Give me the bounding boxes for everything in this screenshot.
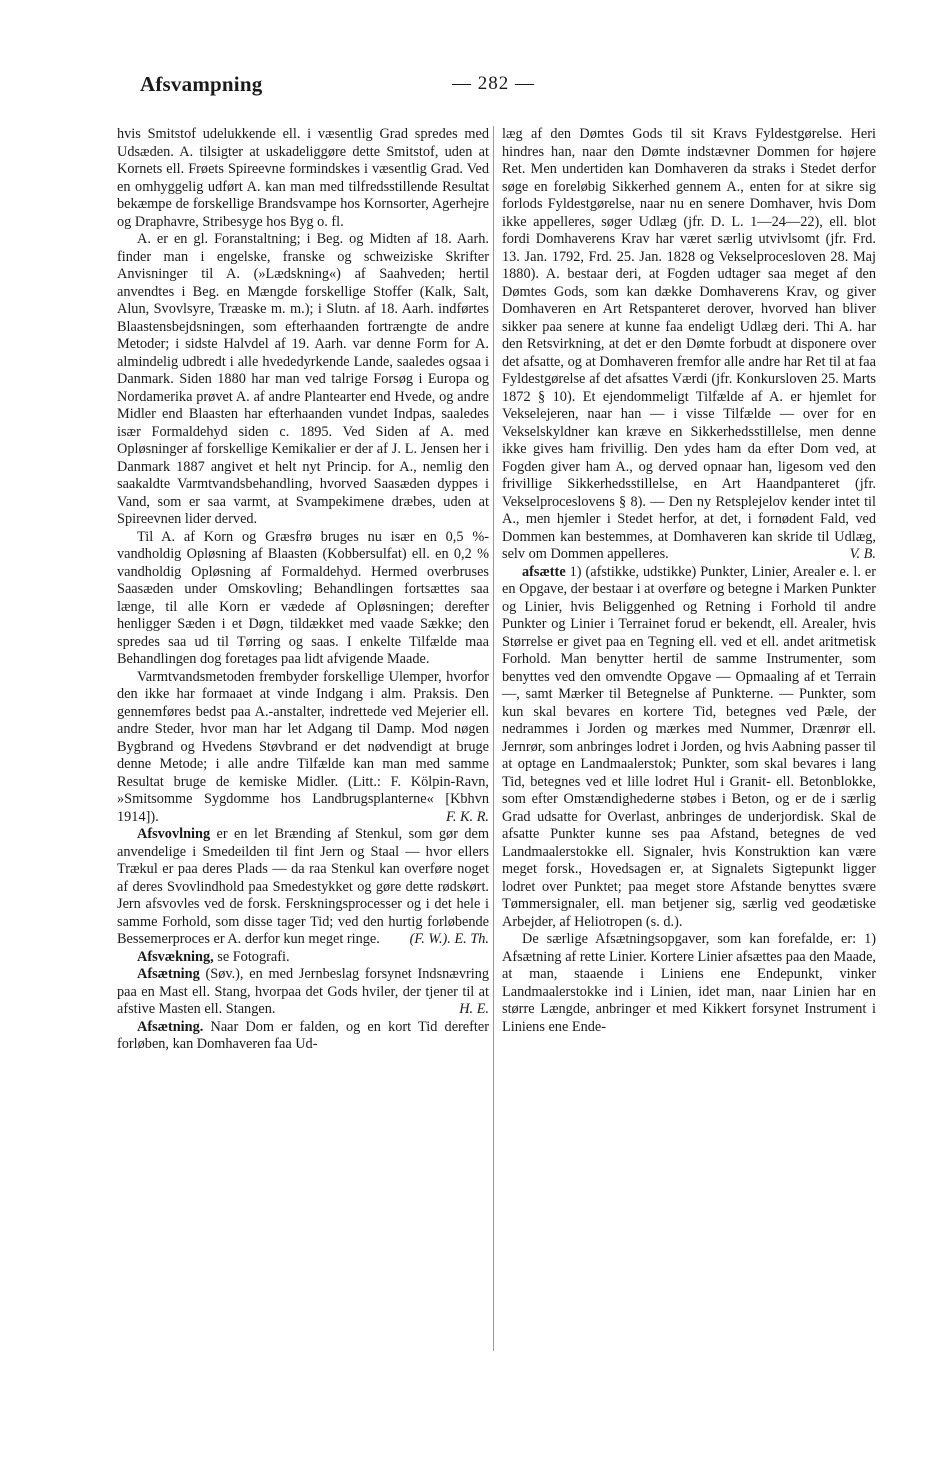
entry-afsaetning-sov <box>117 966 489 1019</box>
author-signature: (F. W.). E. Th. <box>409 931 489 947</box>
page-number: — 282 — <box>452 73 535 94</box>
paragraph: De særlige Afsætningsopgaver, som kan forefalde, er: 1) Afsætning af rette Linier. Kortere Linier afsættes paa den Maade, at man, staaende i Liniens ene Endepunkt, vinker Landmaalerstokke ind i Linien, idet man, naar Linien har en større Længde, anbringer et med Kikkert forsynet Instrument i Liniens ene Ende- <box>502 931 876 1035</box>
left-column <box>117 126 489 1054</box>
entry-afsaette <box>502 564 876 932</box>
entry-afsvaekning <box>117 949 489 967</box>
author-signature: F. K. R. <box>445 808 489 825</box>
entry-text: er en let Brænding af Stenkul, som gør dem anvendelige i Smedeilden til fint Jern og Staal — hvor ellers Trækul er paa deres Plads — da raa Stenkul kan overføre noget af deres Svovlindhold paa Smedestykket og gøre dette rødskørt. Jern afsvovles ved de forsk. Ferskningsprocesser og i det hele i samme Forhold, som disse tager Tid; ved den hurtig forløbende Bessemerproces er A. derfor kun meget ringe. <box>117 826 489 947</box>
entry-afsvovlning <box>117 826 489 949</box>
entry-text: 1) (afstikke, udstikke) Punkter, Linier, Arealer e. l. er en Opgave, der bestaar i at overføre og betegne i Marken Punkter og Linier, hvis Beliggenhed og Retning i Forhold til andre Punkter og Linier i Terrainet forud er bekendt, ell. Arealer, hvis Størrelse er givet paa en Tegning ell. ved et ell. andet aritmetisk Forhold. Man benytter hertil de samme Instrumenter, som benyttes ved den omvendte Opgave — Opmaaling af et Terrain —, samt Mærker til Betegnelse af Punkterne. — Punkter, som kun skal bevares en kortere Tid, betegnes ved Pæle, der nedrammes i Jorden og mærkes med Nummer, Drænrør ell. Jernrør, som anbringes lodret i Jorden, og hvis Aabning passer til at optage en Landmaalerstok; Punkter, som skal bevares i lang Tid, betegnes ved et lille lodret Hul i Granit- ell. Betonblokke, som efter Omstændighederne støbes i Beton, og er de i særlig Grad udsatte for Overlast, anbringes de underjordisk. Skal de afsatte Punkter kunne ses paa Afstand, betegnes de ved Landmaalerstokke ell. Signaler, hvis Konstruktion kan være meget forsk., Hovedsagen er, at Signalets Sigtepunkt ligger lodret over Punktet; paa meget store Afstande benyttes svære Tømmersignaler, ell. man betjener sig, særlig ved geodætiske Arbejder, af Heliotropen (s. d.). <box>502 563 876 930</box>
entry-headword: Afsætning <box>137 966 200 982</box>
entry-afsaetning-law <box>117 1019 489 1054</box>
entry-text: se Fotografi. <box>217 948 290 965</box>
author-signature: H. E. <box>459 1001 489 1017</box>
paragraph-text: Varmtvandsmetoden frembyder forskellige Ulemper, hvorfor den ikke har formaaet at vinde Indgang i alm. Praksis. Den gennemføres bedst paa A.-anstalter, indrettede ved Mejerier ell. andre Steder, hvor man har let Adgang til Damp. Mod nøgen Bygbrand og Hvedens Støvbrand er det nødvendigt at bruge denne Metode; i alle andre Tilfælde kan man med samme Resultat bruge de kemiske Midler. (Litt.: F. Kölpin-Ravn, »Smitsomme Sygdomme hos Landbrugsplanterne« [Kbhvn 1914]). <box>117 668 489 825</box>
paragraph <box>117 669 489 827</box>
column-divider <box>493 126 494 1351</box>
author-signature: V. B. <box>849 546 876 562</box>
entry-text: (Søv.), en med Jernbeslag forsynet Indsnævring paa en Mast ell. Stang, hvorpaa det Gods hviler, der tjener til at afstive Masten ell. Stangen. <box>117 966 489 1017</box>
paragraph: A. er en gl. Foranstaltning; i Beg. og Midten af 18. Aarh. finder man i engelske, franske og schweiziske Skrifter Anvisninger til A. (»Lædskning«) af Saahveden; hertil anvendtes i Beg. en Mængde forskellige Stoffer (Kalk, Salt, Alun, Svovlsyre, Træaske m. m.); i Slutn. af 18. Aarh. indførtes Blaastensbejdsningen, som efterhaanden fortrængte de andre Metoder; i sidste Halvdel af 19. Aarh. var denne Form for A. almindelig udbredt i alle hvededyrkende Lande, saaledes ogsaa i Danmark. Siden 1880 har man ved talrige Forsøg i Europa og Nordamerika prøvet A. af andre Plantearter end Hvede, og andre Midler end Blaasten har efterhaanden vundet Indpas, saaledes især Formaldehyd siden c. 1895. Ved Siden af A. med Opløsninger af forskellige Kemikalier er der af J. L. Jensen her i Danmark 1887 angivet et helt nyt Princip. for A., nemlig den saakaldte Varmtvandsbehandling, hvorved Saasæden dyppes i Vand, som er saa varmt, at Svampekimene dræbes, uden at Spireevnen lider derved. <box>117 231 489 527</box>
right-column <box>502 126 876 1036</box>
paragraph <box>502 126 876 564</box>
paragraph: hvis Smitstof udelukkende ell. i væsentlig Grad spredes med Udsæden. A. tilsigter at uskadeliggøre dette Smitstof, uden at Kornets ell. Frøets Spireevne formindskes i væsentlig Grad. Ved en omhyggelig udført A. kan man med tilfredsstillende Resultat bekæmpe de forskellige Brandsvampe hos Kornsorter, Agerhejre og Draphavre, Stribesyge hos Byg o. fl. <box>117 126 489 230</box>
entry-headword: Afsvækning, <box>137 948 214 965</box>
entry-text: Naar Dom er falden, og en kort Tid derefter forløben, kan Domhaveren faa Ud- <box>117 1018 489 1052</box>
paragraph: Til A. af Korn og Græsfrø bruges nu især en 0,5 %-vandholdig Opløsning af Blaasten (Kobbersulfat) ell. en 0,2 % vandholdig Opløsning af Formaldehyd. Hermed overbruses Saasæden under Omskovling; Behandlingen fortsættes saa længe, til alle Korn er vædede af Opløsningen; derefter henligger Sæden i et Døgn, tildækket med vaade Sække; den spredes saa ud til Tørring og saas. I enkelte Tilfælde maa Behandlingen dog foretages paa lidt afvigende Maade. <box>117 528 489 667</box>
entry-headword: afsætte <box>522 563 566 580</box>
running-head: Afsvampning <box>140 72 263 96</box>
paragraph-text: læg af den Dømtes Gods til sit Kravs Fyldestgørelse. Heri hindres han, naar den Dømte indstævner Dommen for højere Ret. Men undertiden kan Domhaveren da straks i Stedet derfor søge en foreløbig Sikkerhed gennem A., enten for at sikre sig forlods Fyldestgørelse, naar nu en senere Domhaver, hvis Dom ikke appelleres, søger Udlæg (jfr. D. L. 1—24—22), ell. blot fordi Domhaverens Krav har været særlig utvivlsomt (jfr. Frd. 13. Jan. 1792, Frd. 25. Jan. 1828 og Vekselprocesloven 28. Maj 1880). A. bestaar deri, at Fogden udtager saa meget af den Dømtes Gods, som kan dække Domhaverens Krav, og giver Domhaveren en Art Retspanteret derover, hvorved han bliver sikker paa senere at kunne faa endeligt Udlæg deri. Thi A. har den Retsvirkning, at det er den Dømte forbudt at disponere over det afsatte, og at Domhaveren fremfor alle andre har Ret til at faa Fyldestgørelse af det afsattes Værdi (jfr. Konkursloven 25. Marts 1872 § 10). Et ejendommeligt Tilfælde af A. er hjemlet for Vekselejeren, naar han — i visse Tilfælde — over for en Vekselskyldner kan kræve en Sikkerhedsstillelse, men denne ikke gives ham frivillig. Den ydes ham da efter Dom ved, at Fogden giver ham A., og derved opnaar han, ligesom ved den frivillige Sikkerhedsstillelse, en Art Haandpanteret (jfr. Vekselproceslovens § 8). — Den ny Retsplejelov kender intet til A., men hjemler i Stedet herfor, at det, i fornødent Fald, ved Dommen kan bestemmes, at Domhaveren kan skride til Udlæg, selv om Dommen appelleres. <box>502 126 876 562</box>
entry-headword: Afsætning. <box>137 1018 204 1035</box>
entry-headword: Afsvovlning <box>137 826 211 842</box>
page-header <box>140 72 880 102</box>
